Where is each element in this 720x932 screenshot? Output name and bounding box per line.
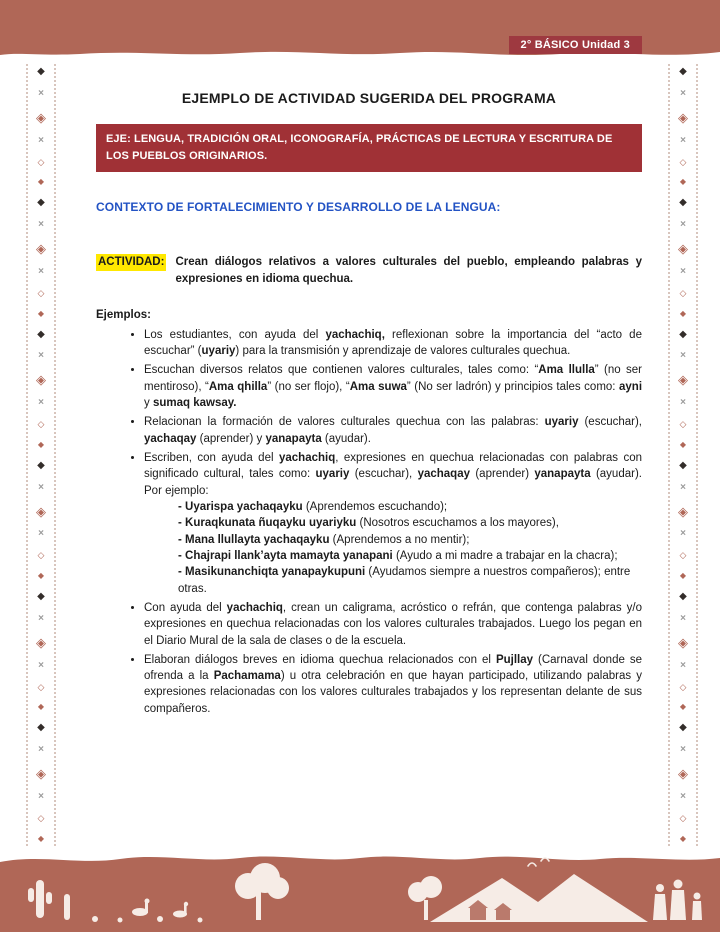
- pattern-glyph: ◈: [36, 634, 46, 650]
- bullet-text: Escriben, con ayuda del yachachiq, expresiones en quechua relacionadas con palabras con significado cultural, tales como: uyariy (escuchar), yachaqay (aprender) yanapayta (ayudar). Por ejemplo:: [144, 451, 642, 497]
- pattern-glyph: ◈: [678, 109, 688, 125]
- pattern-glyph: ◈: [36, 372, 46, 388]
- pattern-glyph: ◆: [679, 722, 687, 734]
- pattern-glyph: ◆: [679, 459, 687, 471]
- decorative-border-pattern-left: [26, 64, 56, 846]
- pattern-glyph: ◇: [679, 550, 687, 561]
- bullet-item: [144, 362, 642, 411]
- pattern-glyph: ◈: [678, 634, 688, 650]
- bullet-subitem: - Chajrapi llank’ayta mamayta yanapani (Ayudo a mi madre a trabajar en la chacra);: [178, 549, 618, 562]
- pattern-glyph: ×: [680, 350, 686, 362]
- pattern-glyph: ×: [38, 87, 44, 99]
- pattern-glyph: ×: [38, 528, 44, 540]
- pattern-glyph: ×: [680, 265, 686, 277]
- pattern-glyph: ◆: [37, 722, 45, 734]
- footer-landscape-illustration: [0, 850, 720, 932]
- bullet-item: [144, 414, 642, 447]
- pattern-glyph: ◆: [37, 833, 45, 843]
- pattern-glyph: ×: [38, 659, 44, 671]
- activity-description: Crean diálogos relativos a valores culturales del pueblo, empleando palabras y expresiones en idioma quechua.: [175, 256, 642, 286]
- bullet-item: [144, 652, 642, 717]
- pattern-glyph: ×: [38, 350, 44, 362]
- pattern-glyph: ◈: [678, 241, 688, 256]
- pattern-glyph: ◆: [679, 66, 687, 77]
- pattern-glyph: ◇: [37, 550, 45, 561]
- pattern-glyph: ◆: [679, 308, 687, 318]
- bullet-item: [144, 450, 642, 597]
- pattern-glyph: ◇: [37, 287, 45, 298]
- pattern-glyph: ◆: [37, 328, 45, 340]
- pattern-glyph: ◆: [37, 702, 45, 712]
- pattern-glyph: ×: [680, 790, 686, 802]
- pattern-glyph: ◆: [679, 439, 687, 449]
- pattern-glyph: ◆: [679, 571, 687, 581]
- bullet-text: Elaboran diálogos breves en idioma quechua relacionados con el Pujllay (Carnaval donde se ofrenda a la Pachamama) u otra celebración en que hayan participado, utilizando palabras y expresiones relacionadas con los valores culturales trabajados y los representan delante de sus compañeros.: [144, 653, 643, 715]
- pattern-glyph: ◈: [36, 503, 46, 519]
- pattern-glyph: ×: [38, 744, 44, 756]
- pattern-glyph: ×: [680, 744, 686, 756]
- pattern-glyph: ◇: [679, 156, 687, 167]
- pattern-glyph: ◈: [36, 241, 46, 256]
- bullet-text: Relacionan la formación de valores culturales quechua con las palabras: uyariy (escuchar), yachaqay (aprender) y yanapayta (ayudar).: [144, 416, 642, 445]
- bullet-item: [144, 327, 642, 360]
- pattern-glyph: ◆: [679, 197, 687, 209]
- pattern-glyph: ×: [38, 265, 44, 277]
- pattern-glyph: ◆: [679, 833, 687, 843]
- pattern-glyph: ×: [38, 612, 44, 624]
- context-heading: CONTEXTO DE FORTALECIMIENTO Y DESARROLLO DE LA LENGUA:: [96, 200, 501, 215]
- pattern-glyph: ◇: [37, 156, 45, 167]
- pattern-glyph: ◇: [679, 287, 687, 298]
- pattern-glyph: ◇: [37, 419, 45, 429]
- bullet-item: [144, 600, 642, 649]
- pattern-glyph: ◆: [37, 439, 45, 449]
- pattern-glyph: ◇: [37, 681, 45, 692]
- examples-bullet-list: [96, 327, 642, 718]
- pattern-glyph: ◆: [679, 591, 687, 602]
- pattern-glyph: ×: [38, 397, 44, 409]
- pattern-glyph: ◇: [679, 681, 687, 692]
- pattern-glyph: ×: [680, 528, 686, 540]
- pattern-glyph: ×: [680, 612, 686, 624]
- pattern-glyph: ×: [680, 87, 686, 99]
- decorative-border-pattern-right: [668, 64, 698, 846]
- pattern-glyph: ◆: [37, 177, 45, 187]
- bullet-text: Escuchan diversos relatos que contienen valores culturales, tales como: “Ama llulla” (no ser mentiroso), “Ama qhilla” (no ser flojo), “Ama suwa” (No ser ladrón) y principios tales como: ayni y sumaq kawsay.: [144, 364, 643, 409]
- bullet-text: Los estudiantes, con ayuda del yachachiq, reflexionan sobre la importancia del “acto de escuchar” (uyariy) para la transmisión y aprendizaje de valores culturales quechua.: [144, 328, 642, 357]
- bullet-subitem: - Mana llullayta yachaqayku (Aprendemos a no mentir);: [178, 533, 470, 546]
- activity-block: [96, 254, 642, 289]
- pattern-glyph: ◈: [678, 372, 688, 388]
- pattern-glyph: ◇: [679, 812, 687, 823]
- pattern-glyph: ◆: [37, 571, 45, 581]
- bullet-text: Con ayuda del yachachiq, crean un caligrama, acróstico o refrán, que contenga palabras y/o expresiones en quechua relacionadas con los valores culturales trabajados. Luego los pegan en el Diario Mural de la sala de clases o de la escuela.: [144, 601, 642, 647]
- footer-band: [0, 850, 720, 932]
- pattern-glyph: ×: [680, 219, 686, 231]
- pattern-glyph: ×: [680, 481, 686, 493]
- pattern-glyph: ◆: [679, 177, 687, 187]
- activity-label-highlight: ACTIVIDAD:: [96, 254, 166, 271]
- unit-badge: 2° BÁSICO Unidad 3: [509, 36, 642, 54]
- bullet-subitem: - Masikunanchiqta yanapaykupuni (Ayudamos siempre a nuestros compañeros); entre otras.: [178, 566, 631, 595]
- document-content: [96, 90, 642, 720]
- pattern-glyph: ◈: [678, 766, 688, 781]
- pattern-glyph: ×: [680, 397, 686, 409]
- pattern-glyph: ◆: [37, 591, 45, 602]
- pattern-glyph: ×: [38, 790, 44, 802]
- pattern-glyph: ×: [38, 481, 44, 493]
- pattern-glyph: ×: [680, 134, 686, 146]
- pattern-glyph: ◆: [679, 702, 687, 712]
- pattern-glyph: ◆: [37, 66, 45, 77]
- eje-banner: EJE: LENGUA, TRADICIÓN ORAL, ICONOGRAFÍA, PRÁCTICAS DE LECTURA Y ESCRITURA DE LOS PUEBLOS ORIGINARIOS.: [96, 124, 642, 172]
- pattern-glyph: ◇: [37, 812, 45, 823]
- bullet-subitem: - Kuraqkunata ñuqayku uyariyku (Nosotros escuchamos a los mayores),: [178, 517, 559, 530]
- pattern-glyph: ◇: [679, 419, 687, 429]
- pattern-glyph: ◆: [37, 197, 45, 209]
- pattern-glyph: ×: [38, 219, 44, 231]
- page-title: EJEMPLO DE ACTIVIDAD SUGERIDA DEL PROGRAMA: [181, 90, 557, 106]
- pattern-glyph: ◆: [679, 328, 687, 340]
- pattern-glyph: ×: [38, 134, 44, 146]
- bullet-subitem: - Uyarispa yachaqayku (Aprendemos escuchando);: [178, 500, 448, 513]
- pattern-glyph: ◈: [36, 766, 46, 781]
- pattern-glyph: ◆: [37, 459, 45, 471]
- pattern-glyph: ◈: [678, 503, 688, 519]
- pattern-glyph: ×: [680, 659, 686, 671]
- examples-heading: Ejemplos:: [96, 308, 151, 321]
- pattern-glyph: ◈: [36, 109, 46, 125]
- pattern-glyph: ◆: [37, 308, 45, 318]
